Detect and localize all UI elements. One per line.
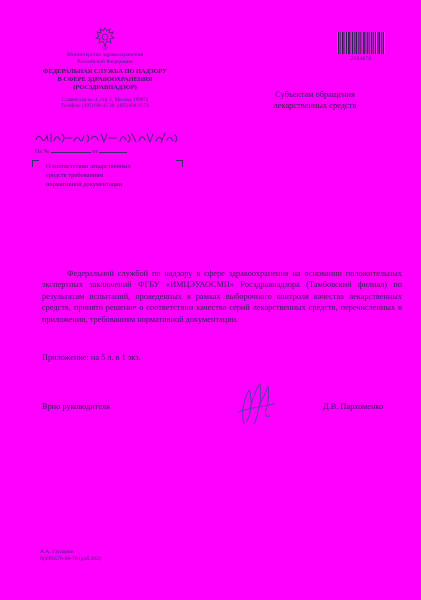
number-label: На № (35, 149, 50, 155)
executor-name: А.А. Гаспарян (40, 549, 74, 555)
subject-block (36, 162, 186, 189)
barcode-icon (337, 32, 385, 54)
attachment-note: Приложение: на 5 л. в 1 экз. (42, 353, 141, 362)
handwritten-registration-number (34, 130, 184, 151)
barcode-number: 2164670 (350, 56, 372, 62)
incoming-number-line (35, 149, 127, 155)
date-blank (99, 152, 127, 153)
body-paragraph: Федеральной службой по надзору в сфере здравоохранения на основании положительных экспертных заключений ФГБУ «ИМЦЭУАОСМП» Росздравнадзора (Тамбовский филиал) по результатам испытаний, проведенных в рамках выборочного контроля качества лекарственных средств, принято решение о соответствии качества серий лекарственных средств, перечисленных в приложении, требованиям нормативной документации. (42, 269, 402, 324)
service-name: ФЕДЕРАЛЬНАЯ СЛУЖБА ПО НАДЗОРУ В СФЕРЕ ЗДРАВООХРАНЕНИЯ (РОСЗДРАВНАДЗОР) (43, 68, 167, 91)
from-label: от (92, 149, 98, 155)
handwritten-signature (230, 378, 280, 430)
signer-name: Д.В. Пархоменко (323, 402, 384, 411)
executor-phone: 8(499)578-06-70 (доб.302) (40, 555, 101, 562)
corner-mark-right (176, 160, 183, 167)
letter-body (42, 268, 402, 325)
subject-text: О соответствии лекарственных средств требованиям нормативной документации (46, 163, 131, 188)
number-blank (51, 152, 91, 153)
signer-role: Врио руководителя (42, 402, 110, 411)
ministry-name: Министерство здравоохранения Российской Федерации (66, 52, 144, 65)
handwritten-number-drawing (34, 130, 184, 146)
letterhead (30, 26, 180, 111)
addressee: Субъектам обращения лекарственных средств (273, 90, 357, 110)
executor-info (40, 549, 101, 563)
service-address: Славянская пл. 4, стр. 1, Москва, 109074 Телефон: (495) 698 45 38; (495) 698 15 74 (61, 98, 149, 110)
russian-emblem-icon (94, 26, 116, 50)
corner-mark-left (32, 160, 39, 167)
